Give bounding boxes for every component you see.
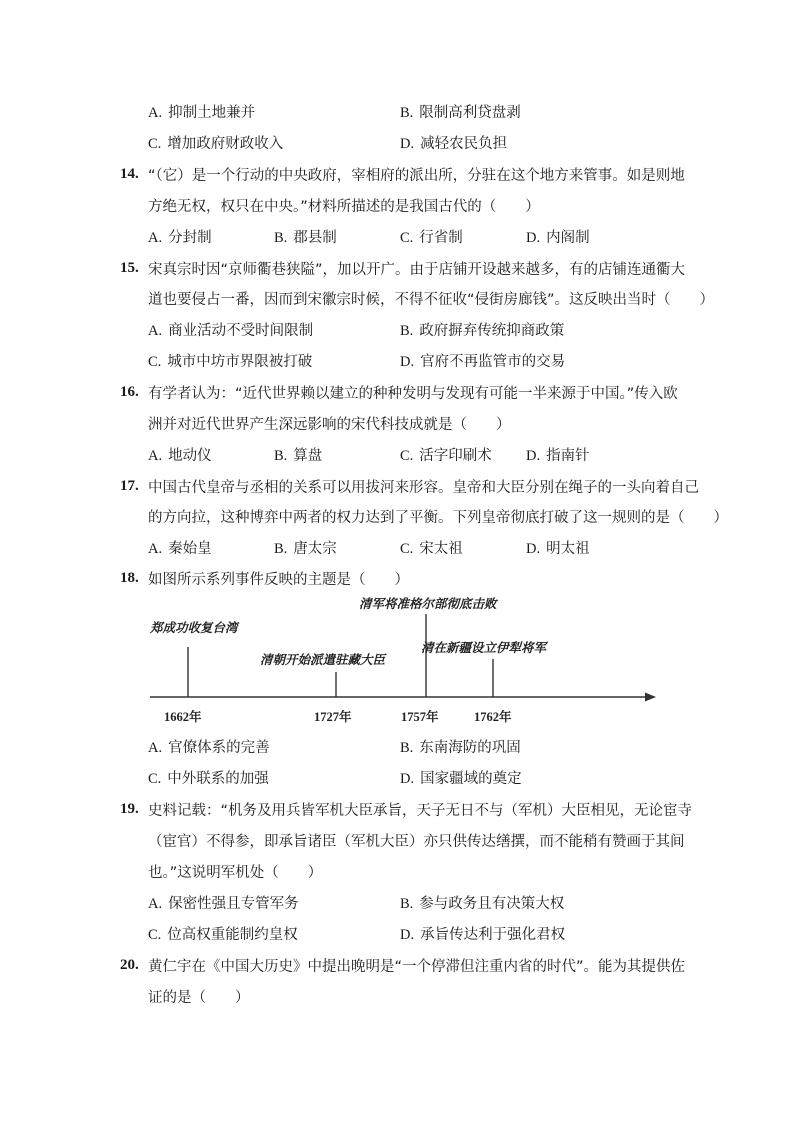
- q19-stem-line-3: 也。”这说明军机处（ ）: [148, 865, 323, 881]
- q16-stem-line-1: 有学者认为：“近代世界赖以建立的种种发明与发现有可能一半来源于中国。”传入欧: [148, 386, 678, 402]
- q14-stem-line-1: “（它）是一个行动的中央政府，宰相府的派出所，分驻在这个地方来管事。如是则地: [148, 168, 685, 184]
- timeline-arrowhead: [645, 693, 656, 702]
- q13-option-c: C. 增加政府财政收入: [148, 136, 284, 152]
- q14-option-a: A. 分封制: [148, 230, 212, 246]
- q17-option-a: A. 秦始皇: [148, 541, 212, 557]
- q19-option-a: A. 保密性强且专管军务: [148, 896, 299, 912]
- timeline-event-label: 清军将准格尔部彻底击败: [359, 596, 497, 611]
- timeline-year-label: 1727年: [314, 710, 352, 724]
- q16-stem-line-2: 洲并对近代世界产生深远影响的宋代科技成就是（ ）: [148, 417, 511, 433]
- q19-number: 19.: [120, 801, 139, 817]
- q14-number: 14.: [120, 166, 139, 182]
- timeline-year-label: 1757年: [401, 710, 439, 724]
- q18-option-a: A. 官僚体系的完善: [148, 740, 270, 756]
- q19-stem-line-2: （宦官）不得参，即承旨诸臣（军机大臣）亦只供传达缮撰，而不能稍有赞画于其间: [148, 834, 685, 850]
- q15-option-a: A. 商业活动不受时间限制: [148, 323, 314, 339]
- q14-option-d: D. 内阁制: [526, 230, 590, 246]
- q18-option-c: C. 中外联系的加强: [148, 771, 269, 787]
- q17-number: 17.: [120, 478, 139, 494]
- q15-number: 15.: [120, 260, 139, 276]
- q20-stem-line-1: 黄仁宇在《中国大历史》中提出晚明是“一个停滞但注重内省的时代”。能为其提供佐: [148, 959, 686, 975]
- q20-number: 20.: [120, 957, 139, 973]
- q16-option-a: A. 地动仪: [148, 448, 212, 464]
- q19-option-b: B. 参与政务且有决策大权: [400, 896, 565, 912]
- q14-option-b: B. 郡县制: [274, 230, 337, 246]
- q15-option-c: C. 城市中坊市界限被打破: [148, 354, 313, 370]
- q18-number: 18.: [120, 570, 139, 586]
- q16-option-b: B. 算盘: [274, 448, 323, 464]
- q14-stem-line-2: 方绝无权，权只在中央。”材料所描述的是我国古代的（ ）: [148, 199, 540, 215]
- q14-option-c: C. 行省制: [400, 230, 463, 246]
- timeline-figure: [146, 592, 656, 732]
- q17-stem-line-1: 中国古代皇帝与丞相的关系可以用拔河来形容。皇帝和大臣分别在绳子的一头向着自己: [148, 480, 699, 496]
- q16-number: 16.: [120, 384, 139, 400]
- q13-option-d: D. 减轻农民负担: [400, 136, 508, 152]
- q18-option-b: B. 东南海防的巩固: [400, 740, 521, 756]
- q19-stem-line-1: 史料记载：“机务及用兵皆军机大臣承旨，天子无日不与（军机）大臣相见，无论宦寺: [148, 803, 693, 819]
- timeline-year-label: 1762年: [474, 710, 512, 724]
- q15-option-b: B. 政府摒弃传统抑商政策: [400, 323, 565, 339]
- q15-option-d: D. 官府不再监管市的交易: [400, 354, 566, 370]
- q17-option-d: D. 明太祖: [526, 541, 590, 557]
- q19-option-c: C. 位高权重能制约皇权: [148, 927, 298, 943]
- q19-option-d: D. 承旨传达利于强化君权: [400, 927, 566, 943]
- q15-stem-line-1: 宋真宗时因“京师衢巷狭隘”，加以开广。由于店铺开设越来越多，有的店铺连通衢大: [148, 262, 686, 278]
- q18-option-d: D. 国家疆域的奠定: [400, 771, 522, 787]
- q13-option-b: B. 限制高利贷盘剥: [400, 105, 521, 121]
- q16-option-d: D. 指南针: [526, 448, 590, 464]
- timeline-event-label: 清在新疆设立伊犁将军: [421, 640, 547, 655]
- timeline-year-label: 1662年: [164, 710, 202, 724]
- q18-stem-line-1: 如图所示系列事件反映的主题是（ ）: [148, 572, 409, 588]
- timeline-event-label: 清朝开始派遣驻藏大臣: [260, 652, 386, 667]
- timeline-event-label: 郑成功收复台湾: [150, 620, 238, 635]
- q17-stem-line-2: 的方向拉，这种博弈中两者的权力达到了平衡。下列皇帝彻底打破了这一规则的是（ ）: [148, 510, 728, 526]
- q17-option-b: B. 唐太宗: [274, 541, 337, 557]
- q17-option-c: C. 宋太祖: [400, 541, 463, 557]
- q20-stem-line-2: 证的是（ ）: [148, 990, 250, 1006]
- q16-option-c: C. 活字印刷术: [400, 448, 492, 464]
- q15-stem-line-2: 道也要侵占一番，因而到宋徽宗时候，不得不征收“侵街房廊钱”。这反映出当时（ ）: [148, 292, 715, 308]
- q13-option-a: A. 抑制土地兼并: [148, 105, 256, 121]
